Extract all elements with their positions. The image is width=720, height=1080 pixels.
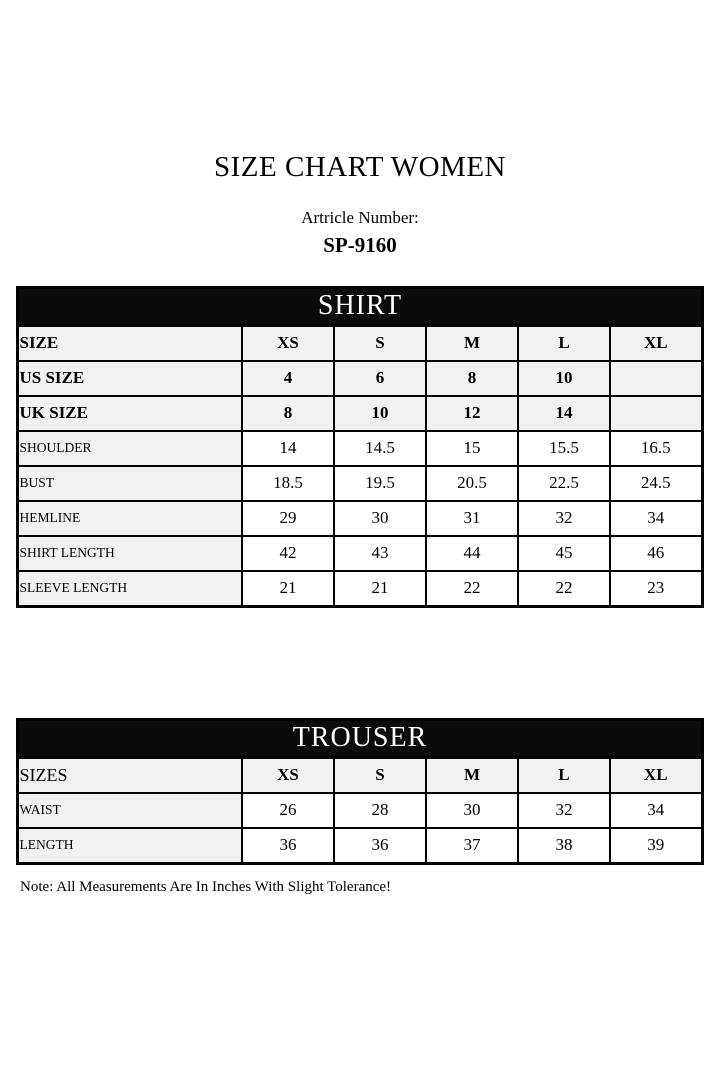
cell-value: 18.5 [242, 466, 334, 501]
cell-value [610, 361, 702, 396]
cell-value: 45 [518, 536, 610, 571]
cell-value: 8 [242, 396, 334, 431]
row-label: SIZES [18, 757, 242, 793]
cell-value: 34 [610, 501, 702, 536]
cell-value: 36 [334, 828, 426, 864]
cell-value: 26 [242, 793, 334, 828]
cell-value: 32 [518, 793, 610, 828]
cell-value: 8 [426, 361, 518, 396]
cell-value: 29 [242, 501, 334, 536]
row-label: SHOULDER [18, 431, 242, 466]
cell-value: 15.5 [518, 431, 610, 466]
table-row [18, 757, 702, 793]
cell-value: 44 [426, 536, 518, 571]
cell-value: XL [610, 757, 702, 793]
cell-value: 22 [426, 571, 518, 607]
cell-value: 34 [610, 793, 702, 828]
cell-value: 30 [426, 793, 518, 828]
cell-value: 28 [334, 793, 426, 828]
row-label: SIZE [18, 325, 242, 361]
row-label: UK SIZE [18, 396, 242, 431]
table-row [18, 828, 702, 864]
table-band-row [18, 287, 702, 325]
table-row [18, 466, 702, 501]
shirt-size-table [16, 286, 703, 608]
cell-value [610, 396, 702, 431]
cell-value: 22.5 [518, 466, 610, 501]
row-label: SHIRT LENGTH [18, 536, 242, 571]
cell-value: 22 [518, 571, 610, 607]
cell-value: S [334, 757, 426, 793]
cell-value: 36 [242, 828, 334, 864]
row-label: LENGTH [18, 828, 242, 864]
table-row [18, 793, 702, 828]
cell-value: XS [242, 757, 334, 793]
cell-value: M [426, 757, 518, 793]
table-row [18, 501, 702, 536]
cell-value: 21 [334, 571, 426, 607]
cell-value: 43 [334, 536, 426, 571]
article-number-label: Artricle Number: [301, 207, 419, 227]
table-row [18, 431, 702, 466]
measurement-note: Note: All Measurements Are In Inches With Slight Tolerance! [20, 878, 392, 895]
trouser-table-title: TROUSER [18, 719, 702, 757]
cell-value: 23 [610, 571, 702, 607]
cell-value: XS [242, 325, 334, 361]
table-band-row [18, 719, 702, 757]
cell-value: 16.5 [610, 431, 702, 466]
cell-value: 15 [426, 431, 518, 466]
table-row [18, 536, 702, 571]
cell-value: 30 [334, 501, 426, 536]
cell-value: L [518, 757, 610, 793]
article-number-value: SP-9160 [323, 232, 397, 257]
row-label: WAIST [18, 793, 242, 828]
table-row [18, 396, 702, 431]
cell-value: 42 [242, 536, 334, 571]
row-label: SLEEVE LENGTH [18, 571, 242, 607]
cell-value: 4 [242, 361, 334, 396]
shirt-table-title: SHIRT [18, 287, 702, 325]
cell-value: 32 [518, 501, 610, 536]
cell-value: 46 [610, 536, 702, 571]
table-row [18, 325, 702, 361]
trouser-size-table [16, 718, 703, 865]
cell-value: M [426, 325, 518, 361]
cell-value: XL [610, 325, 702, 361]
cell-value: 19.5 [334, 466, 426, 501]
cell-value: 20.5 [426, 466, 518, 501]
cell-value: 38 [518, 828, 610, 864]
cell-value: 37 [426, 828, 518, 864]
row-label: BUST [18, 466, 242, 501]
table-row [18, 361, 702, 396]
cell-value: 39 [610, 828, 702, 864]
cell-value: 14.5 [334, 431, 426, 466]
cell-value: 31 [426, 501, 518, 536]
cell-value: 12 [426, 396, 518, 431]
cell-value: 10 [518, 361, 610, 396]
cell-value: 14 [242, 431, 334, 466]
row-label: US SIZE [18, 361, 242, 396]
cell-value: L [518, 325, 610, 361]
row-label: HEMLINE [18, 501, 242, 536]
cell-value: 21 [242, 571, 334, 607]
page-title: SIZE CHART WOMEN [214, 151, 506, 183]
cell-value: 24.5 [610, 466, 702, 501]
cell-value: S [334, 325, 426, 361]
cell-value: 10 [334, 396, 426, 431]
cell-value: 6 [334, 361, 426, 396]
cell-value: 14 [518, 396, 610, 431]
table-row [18, 571, 702, 607]
